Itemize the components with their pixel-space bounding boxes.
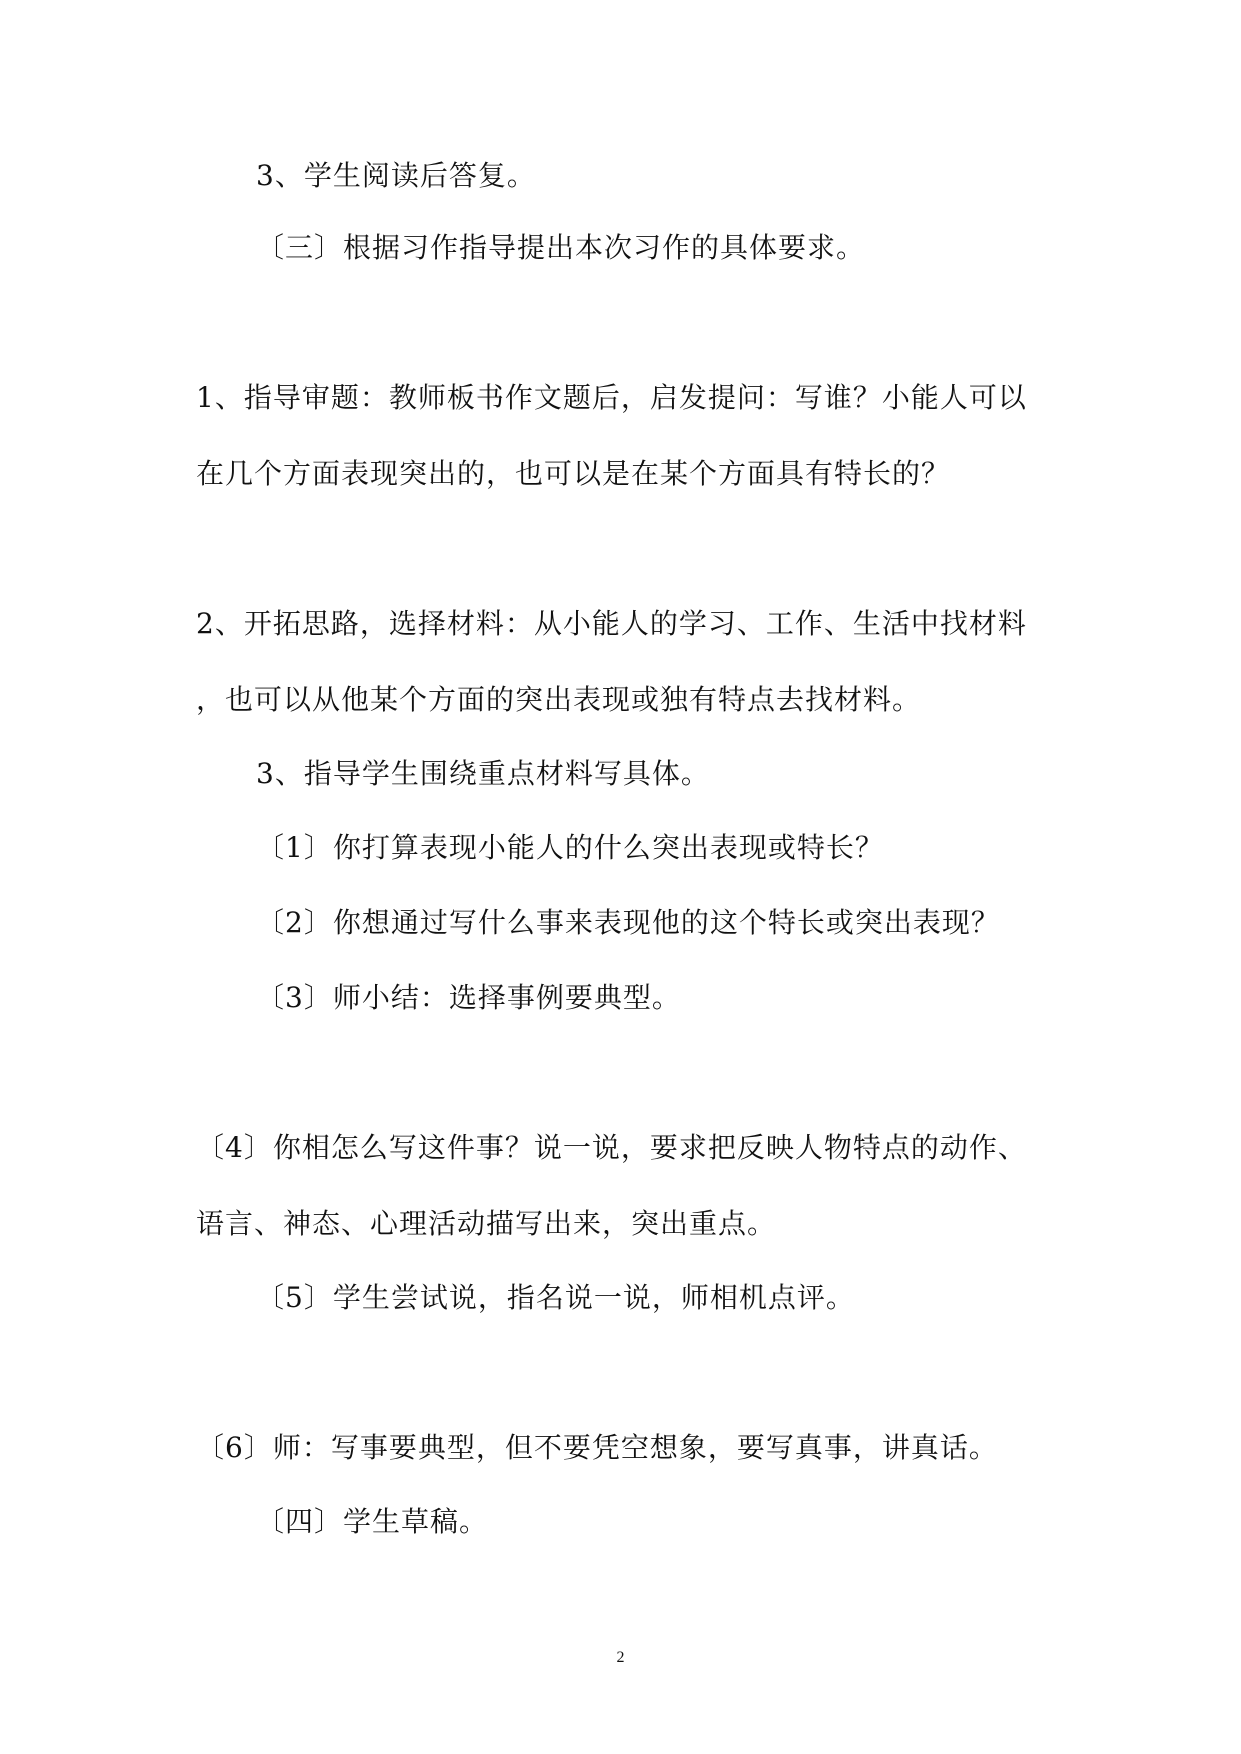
page-number: 2 (616, 1649, 625, 1666)
text-line: 1、指导审题：教师板书作文题后，启发提问：写谁？小能人可以 (196, 381, 1027, 414)
list-item: 〔4〕你相怎么写这件事？说一说，要求把反映人物特点的动作、 (196, 1131, 1027, 1164)
list-item: 〔2〕你想通过写什么事来表现他的这个特长或突出表现？ (256, 906, 1000, 939)
text-line: 在几个方面表现突出的，也可以是在某个方面具有特长的？ (196, 457, 951, 490)
list-item: 〔1〕你打算表现小能人的什么突出表现或特长？ (256, 831, 884, 864)
text-line: 3、指导学生围绕重点材料写具体。 (256, 757, 710, 790)
list-item: 〔3〕师小结：选择事例要典型。 (256, 981, 681, 1014)
text-line: 3、学生阅读后答复。 (256, 159, 536, 192)
list-item: 〔6〕师：写事要典型，但不要凭空想象，要写真事，讲真话。 (196, 1431, 998, 1464)
text-line: 语言、神态、心理活动描写出来，突出重点。 (196, 1207, 777, 1240)
text-line: 2、开拓思路，选择材料：从小能人的学习、工作、生活中找材料 (196, 607, 1027, 640)
section-heading: 〔四〕学生草稿。 (256, 1505, 489, 1538)
list-item: 〔5〕学生尝试说，指名说一说，师相机点评。 (256, 1281, 855, 1314)
text-line: ，也可以从他某个方面的突出表现或独有特点去找材料。 (196, 683, 922, 716)
section-heading: 〔三〕根据习作指导提出本次习作的具体要求。 (256, 231, 866, 264)
